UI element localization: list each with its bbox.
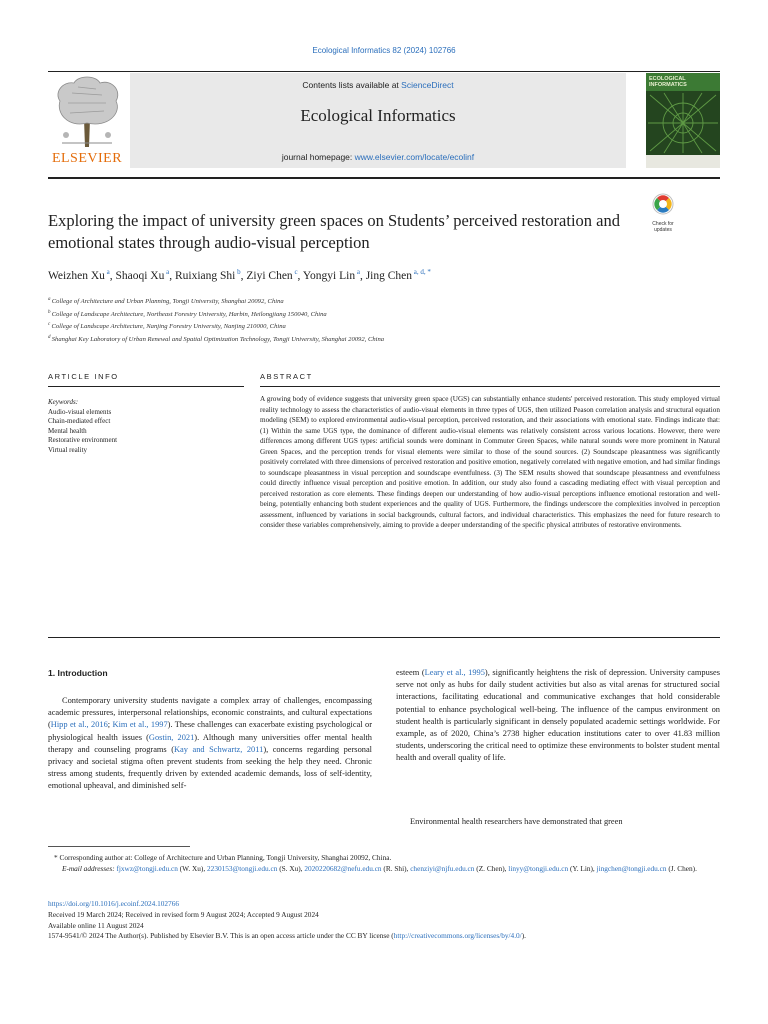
license-statement xyxy=(48,931,738,942)
keyword-item: Chain-mediated effect xyxy=(48,417,111,425)
text-run: esteem ( xyxy=(396,668,425,677)
article-title: Exploring the impact of university green spaces on Students’ perceived restoration and emotional states through audio-visual perception xyxy=(48,211,620,252)
author-name[interactable]: Jing Chen xyxy=(365,269,413,282)
text-run: (R. Shi), xyxy=(381,863,411,873)
license-suffix: ). xyxy=(521,931,526,941)
intro-paragraph-2 xyxy=(396,667,720,765)
text-run: (J. Chen). xyxy=(666,863,697,873)
header-bottom-rule xyxy=(48,177,720,179)
check-for-updates-icon xyxy=(646,193,680,217)
article-info-rule xyxy=(48,386,244,387)
citation-link[interactable]: Kay and Schwartz, 2011 xyxy=(174,744,264,754)
keyword-item: Audio-visual elements xyxy=(48,407,112,416)
author-affiliation-marker[interactable]: a, d, * xyxy=(412,268,431,276)
author-name[interactable]: Ruixiang Shi xyxy=(174,269,236,282)
citation-link[interactable]: Leary et al., 1995 xyxy=(424,668,485,677)
header-top-rule xyxy=(48,71,720,72)
affiliation-key: d xyxy=(48,335,52,341)
publication-info xyxy=(48,899,738,942)
check-for-updates-badge[interactable] xyxy=(646,193,680,233)
intro-paragraph-3: Environmental health researchers have demonstrated that green xyxy=(410,817,623,826)
author-name[interactable]: Yongyi Lin xyxy=(302,269,356,282)
footnotes xyxy=(48,853,720,875)
elsevier-wordmark: ELSEVIER xyxy=(51,151,123,166)
author-affiliation-marker[interactable]: a xyxy=(164,268,170,276)
email-link[interactable]: chenziyi@njfu.edu.cn xyxy=(410,863,475,873)
affiliation-item xyxy=(48,295,720,308)
author-list: Weizhen Xu $^a$, Shaoqi Xu $^a$, Ruixiang Shi $^b$, Ziyi Chen $^c$, Yongyi Lin $^a$, Jing Chen $^{a, d, *}$ xyxy=(48,268,431,282)
author-affiliation-marker[interactable]: c xyxy=(292,268,298,276)
author-affiliation-marker[interactable]: b xyxy=(235,268,241,276)
contents-available xyxy=(130,80,626,90)
affiliation-key: a xyxy=(48,297,52,302)
affiliation-key: b xyxy=(48,309,52,315)
cover-artwork xyxy=(646,91,720,155)
section-heading-introduction: 1. Introduction xyxy=(48,668,108,678)
email-link[interactable]: jingchen@tongji.edu.cn xyxy=(596,863,667,873)
citation-link[interactable]: Gostin, 2021 xyxy=(148,732,195,742)
affiliation-item xyxy=(48,320,720,333)
email-link[interactable]: 2020220682@nefu.edu.cn xyxy=(304,863,382,873)
text-run: ; xyxy=(107,720,113,730)
corresponding-author-note: * Corresponding author at: College of Architecture and Urban Planning, Tongji University, Shanghai 20092, China. xyxy=(54,853,392,862)
abstract-text: A growing body of evidence suggests that university green space (UGS) can substantially enhance students' perceived restoration. This study employed virtual reality technology to assess the characteristics of audio-visual elements in three types of UGS, then utilized Peason correlation analysis and structural equation modeling (SEM) to explored environmental audio-visual perception, perceived restoration, and their associations with emotional state. Findings indicate that: (1) Within the same UGS type, the dominance of different audio-visual elements was relatively consistent across various locations. However, there were differences among different UGS types: artificial sounds were dominant in Commuter Green Spaces, while natural sounds were more prominent in Natural Green Spaces, and the perception trends for visual elements were similar to those of the sound sources. (2) Soundscape pleasantness was significantly positively correlated with three dimensions of perceived restoration and positive emotion, negatively correlated with negative emotion, and had similar findings to soundscape pleasantness in visual perception and soundscape eventfulness. (3) The SEM results showed that soundscape pleasantness and eventfulness could directly influence visual perception and positive emotion. In addition, our study also found a cascading mediating effect with visual perception and perceived restoration as core elements. These findings deepen our understanding of how audio-visual perceptions influence emotional restoration and well-being, potentially enhancing both student experiences and the quality of UGS. Furthermore, the findings underscore the complexities involved in perception assessment, influenced by variations in social backgrounds, cultural factors, and individual characteristics. This emphasizes the need for future research to consider these variables comprehensively, aiming to provide a deeper understanding of the specific physical attributes of restorative environments. xyxy=(260,395,720,529)
email-label: E-mail addresses: xyxy=(62,863,117,873)
available-online: Available online 11 August 2024 xyxy=(48,920,144,930)
cover-title: ECOLOGICAL INFORMATICS xyxy=(649,76,687,88)
text-run: Contemporary university students navigate a complex array of challenges, encompassing academic pressures, interpersonal relationships, economic constraints, and cultural expectations ( xyxy=(48,696,372,730)
keyword-item: Restorative environment xyxy=(48,436,118,444)
abstract-rule-top xyxy=(260,386,720,387)
author-name[interactable]: Ziyi Chen xyxy=(246,269,293,282)
affiliation-text: College of Landscape Architecture, Nanjing Forestry University, Nanjing 210000, China xyxy=(51,323,286,331)
homepage-prefix: journal homepage: xyxy=(281,152,355,162)
keyword-item: Mental health xyxy=(48,426,87,435)
email-addresses xyxy=(48,864,720,875)
intro-paragraph-1 xyxy=(48,695,372,793)
affiliation-list xyxy=(48,295,720,346)
license-prefix: 1574-9541/© 2024 The Author(s). Published by Elsevier B.V. This is an open access article under the CC BY license ( xyxy=(48,931,394,941)
received-dates: Received 19 March 2024; Received in revised form 9 August 2024; Accepted 9 August 2024 xyxy=(48,909,319,919)
check-for-updates-label: Check for updates xyxy=(652,221,674,233)
text-run: ). Although many universities offer mental health therapy and counseling programs ( xyxy=(48,732,372,754)
affiliation-text: College of Architecture and Urban Planning, Tongji University, Shanghai 20092, China xyxy=(51,298,284,306)
text-run: (Y. Lin), xyxy=(568,863,597,873)
affiliation-text: Shanghai Key Laboratory of Urban Renewal and Spatial Optimization Technology, Tongji University, Shanghai 20092, China xyxy=(51,336,385,344)
text-run: ), significantly heightens the risk of depression. University campuses serve not only as hubs for daily student activities but also as vital arenas for structured social interactions, facilitating educational and communicative exchanges that hold considerable potential to enhance psychological well-being. The influence of the campus environment on student health is particularly significant in densely populated academic settings worldwide. For example, as of 2020, China’s 2738 higher education institutions cater to over 41.83 million students, underscoring the critical need to optimize these environments to bolster student mental health and overall quality of life. xyxy=(396,668,720,763)
cover-footer xyxy=(646,155,720,168)
journal-citation[interactable]: Ecological Informatics 82 (2024) 102766 xyxy=(312,46,456,55)
text-run: (Z. Chen), xyxy=(474,863,509,873)
email-link[interactable]: linyy@tongji.edu.cn xyxy=(508,863,569,873)
doi-link[interactable]: https://doi.org/10.1016/j.ecoinf.2024.102766 xyxy=(48,899,180,908)
affiliation-key: c xyxy=(48,322,52,328)
text-run: (W. Xu), xyxy=(177,863,208,873)
license-link[interactable]: http://creativecommons.org/licenses/by/4.0/ xyxy=(393,931,522,941)
journal-cover-thumbnail[interactable] xyxy=(646,73,720,168)
author-affiliation-marker[interactable]: a xyxy=(104,268,110,276)
email-link[interactable]: 2230153@tongji.edu.cn xyxy=(207,863,278,873)
sciencedirect-link[interactable]: ScienceDirect xyxy=(401,80,454,90)
abstract-bottom-rule xyxy=(48,637,720,638)
keyword-item: Virtual reality xyxy=(48,445,88,454)
citation-link[interactable]: Hipp et al., 2016 xyxy=(50,720,108,730)
author-affiliation-marker[interactable]: a xyxy=(355,268,360,276)
contents-prefix: Contents lists available at xyxy=(302,80,402,90)
journal-title: Ecological Informatics xyxy=(300,106,456,125)
abstract-heading: ABSTRACT xyxy=(260,372,313,381)
author-name[interactable]: Weizhen Xu xyxy=(48,269,105,282)
keywords-label: Keywords: xyxy=(48,398,79,406)
text-run: (S. Xu), xyxy=(277,863,305,873)
keywords-block xyxy=(48,398,238,455)
email-link[interactable]: fjxwz@tongji.edu.cn xyxy=(116,863,178,873)
citation-link[interactable]: Kim et al., 1997 xyxy=(112,720,168,730)
footnote-rule xyxy=(48,846,190,847)
affiliation-item xyxy=(48,333,720,346)
journal-homepage xyxy=(130,152,626,162)
affiliation-text: College of Landscape Architecture, Northeast Forestry University, Harbin, Heilongjiang 150040, China xyxy=(51,310,327,318)
homepage-link[interactable]: www.elsevier.com/locate/ecolinf xyxy=(354,152,475,162)
text-run: ). These challenges can exacerbate existing psychological or physiological health issues ( xyxy=(48,720,373,742)
keywords-list xyxy=(48,408,238,456)
text-run: ), concerns regarding personal privacy and societal stigma often prevent students from seeking the help they need. Chronic stress among students, frequently driven by extended academic demands, loss of self-identity, emotional upheaval, and diminished self- xyxy=(48,744,372,791)
affiliation-item xyxy=(48,308,720,321)
article-info-heading: ARTICLE INFO xyxy=(48,372,119,381)
author-name[interactable]: Shaoqi Xu xyxy=(115,269,165,282)
